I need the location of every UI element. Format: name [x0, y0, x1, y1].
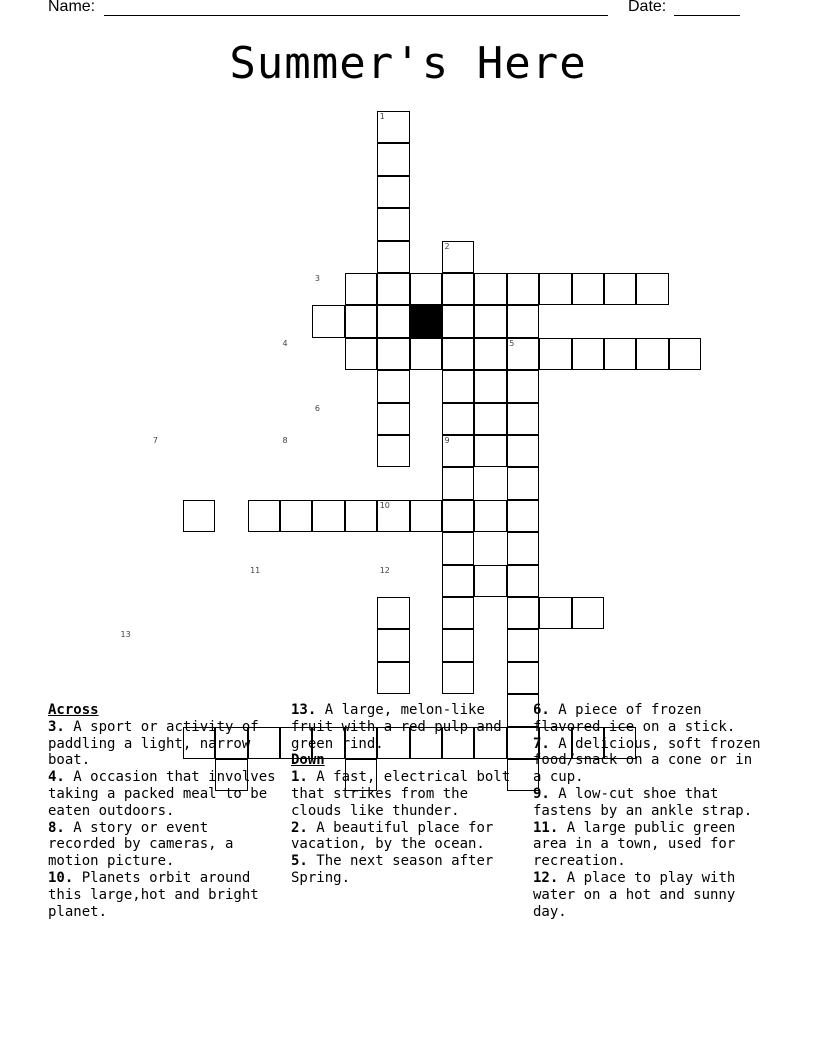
- grid-cell[interactable]: [377, 629, 409, 661]
- grid-cell[interactable]: [507, 370, 539, 402]
- grid-cell[interactable]: [377, 305, 409, 337]
- grid-cell[interactable]: [604, 273, 636, 305]
- grid-cell[interactable]: [442, 273, 474, 305]
- grid-cell[interactable]: [507, 403, 539, 435]
- grid-cell[interactable]: [377, 338, 409, 370]
- grid-cell[interactable]: [636, 273, 668, 305]
- header: [48, 0, 748, 22]
- clue-across-10: 10. Planets orbit around this large,hot and bright planet.: [48, 869, 259, 920]
- grid-cell[interactable]: [377, 435, 409, 467]
- clue-number-11: 11: [250, 565, 261, 575]
- grid-cell[interactable]: [669, 338, 701, 370]
- grid-cell[interactable]: [507, 467, 539, 499]
- grid-cell[interactable]: [572, 597, 604, 629]
- grid-cell[interactable]: [539, 338, 571, 370]
- grid-cell[interactable]: [507, 273, 539, 305]
- grid-cell[interactable]: [410, 500, 442, 532]
- clue-across-4: 4. A occasion that involves taking a packed meal to be eaten outdoors.: [48, 769, 276, 819]
- name-label: Name:: [48, 0, 96, 15]
- clue-across-8: 8. A story or event recorded by cameras, a motion picture.: [48, 819, 234, 870]
- name-field[interactable]: [104, 15, 608, 16]
- clue-number-9: 9: [444, 436, 450, 445]
- grid-cell[interactable]: [377, 597, 409, 629]
- grid-cell[interactable]: [604, 338, 636, 370]
- date-field[interactable]: [674, 15, 740, 16]
- grid-cell[interactable]: [442, 597, 474, 629]
- clue-number-5: 5: [509, 338, 515, 348]
- grid-cell[interactable]: [312, 305, 344, 337]
- clue-number-3: 3: [314, 274, 320, 283]
- grid-cell[interactable]: [474, 305, 506, 337]
- grid-cell[interactable]: [280, 500, 312, 532]
- grid-cell[interactable]: [474, 403, 506, 435]
- grid-cell[interactable]: [377, 176, 409, 208]
- grid-cell[interactable]: [377, 273, 409, 305]
- grid-cell[interactable]: [183, 500, 215, 532]
- clue-number-6: 6: [314, 403, 320, 413]
- grid-cell[interactable]: [572, 338, 604, 370]
- clue-number-7: 7: [152, 436, 158, 445]
- grid-cell[interactable]: [507, 662, 539, 694]
- clue-down-6: 6. A piece of frozen flavored ice on a stick.: [533, 702, 736, 735]
- clue-number-4: 4: [282, 338, 288, 348]
- grid-cell[interactable]: [345, 273, 377, 305]
- clue-number-8: 8: [282, 436, 288, 445]
- grid-cell[interactable]: [410, 273, 442, 305]
- grid-cell[interactable]: [442, 662, 474, 694]
- grid-cell[interactable]: [474, 435, 506, 467]
- grid-cell[interactable]: [442, 370, 474, 402]
- grid-cell[interactable]: [248, 500, 280, 532]
- grid-cell[interactable]: [442, 467, 474, 499]
- grid-cell[interactable]: [636, 338, 668, 370]
- clue-number-12: 12: [379, 565, 390, 575]
- grid-cell[interactable]: [507, 500, 539, 532]
- clue-down-2: 2. A beautiful place for vacation, by the ocean.: [291, 819, 494, 853]
- clue-down-1: 1. A fast, electrical bolt that strikes from the clouds like thunder.: [291, 769, 511, 819]
- grid-cell[interactable]: [442, 500, 474, 532]
- grid-cell[interactable]: [442, 565, 474, 597]
- clue-number-2: 2: [444, 241, 450, 251]
- grid-cell[interactable]: [377, 208, 409, 240]
- clue-down-9: 9. A low-cut shoe that fastens by an ankle strap.: [533, 785, 753, 819]
- grid-cell[interactable]: [442, 338, 474, 370]
- clue-down-7: 7. A delicious, soft frozen food/snack on a cone or in a cup.: [533, 735, 761, 786]
- clue-column-1: [48, 702, 280, 920]
- grid-cell[interactable]: [474, 273, 506, 305]
- grid-cell[interactable]: [474, 370, 506, 402]
- grid-cell[interactable]: [572, 273, 604, 305]
- grid-cell[interactable]: [377, 370, 409, 402]
- grid-cell[interactable]: [345, 305, 377, 337]
- grid-block: [410, 305, 442, 337]
- grid-cell[interactable]: [474, 338, 506, 370]
- grid-cell[interactable]: [345, 338, 377, 370]
- grid-cell[interactable]: [507, 435, 539, 467]
- grid-cell[interactable]: [507, 305, 539, 337]
- down-heading: Down: [291, 752, 325, 769]
- date-label: Date:: [628, 0, 667, 15]
- grid-cell[interactable]: [474, 500, 506, 532]
- puzzle-title: Summer's Here: [229, 38, 587, 89]
- grid-cell[interactable]: [377, 143, 409, 175]
- grid-cell[interactable]: [539, 273, 571, 305]
- grid-cell[interactable]: [345, 500, 377, 532]
- grid-cell[interactable]: [377, 403, 409, 435]
- clue-column-3: [533, 702, 765, 920]
- grid-cell[interactable]: [474, 565, 506, 597]
- clue-across-13: 13. A large, melon-like fruit with a red pulp and green rind.: [291, 702, 502, 752]
- grid-cell[interactable]: [377, 241, 409, 273]
- clue-number-1: 1: [379, 112, 385, 121]
- clue-down-12: 12. A place to play with water on a hot and sunny day.: [533, 869, 736, 920]
- grid-cell[interactable]: [442, 403, 474, 435]
- across-heading: Across: [48, 702, 99, 718]
- grid-cell[interactable]: [507, 565, 539, 597]
- clue-down-11: 11. A large public green area in a town, used for recreation.: [533, 819, 736, 870]
- grid-cell[interactable]: [312, 500, 344, 532]
- grid-cell[interactable]: [539, 597, 571, 629]
- grid-cell[interactable]: [507, 597, 539, 629]
- clue-across-3: 3. A sport or activity of paddling a light, narrow boat.: [48, 718, 259, 769]
- grid-cell[interactable]: [410, 338, 442, 370]
- grid-cell[interactable]: [507, 629, 539, 661]
- grid-cell[interactable]: [442, 305, 474, 337]
- grid-cell[interactable]: [442, 532, 474, 564]
- grid-cell[interactable]: [377, 662, 409, 694]
- clue-down-5: 5. The next season after Spring.: [291, 853, 494, 886]
- clue-number-10: 10: [379, 500, 390, 510]
- grid-cell[interactable]: [507, 532, 539, 564]
- clue-number-13: 13: [120, 630, 131, 640]
- clue-column-2: [291, 702, 523, 887]
- grid-cell[interactable]: [442, 629, 474, 661]
